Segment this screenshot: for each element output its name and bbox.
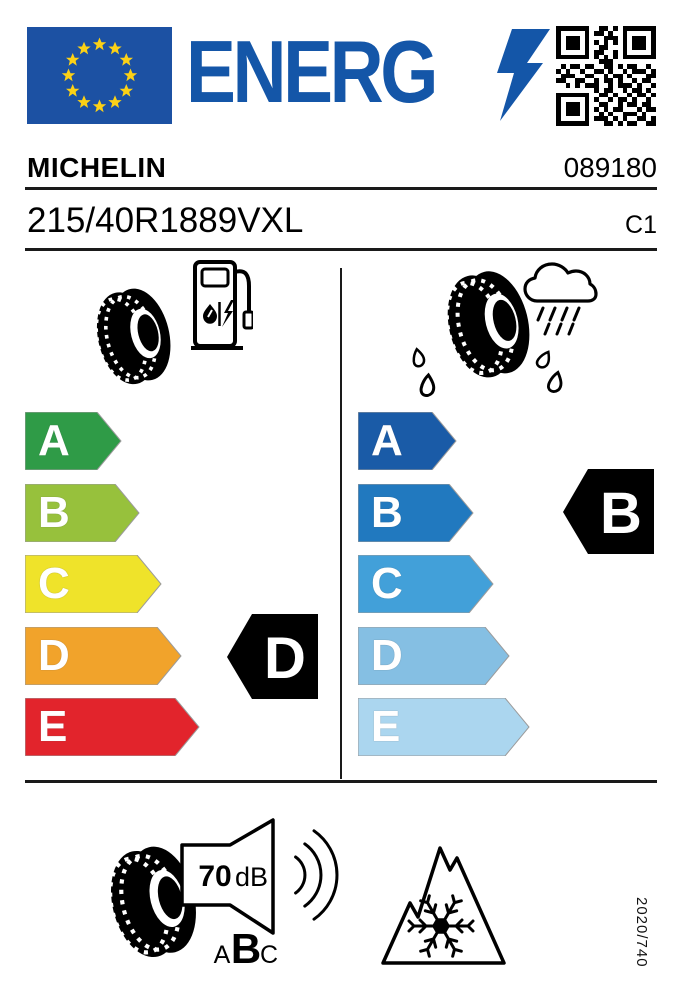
- class-letter: D: [371, 631, 403, 680]
- wet-class-row-a: [358, 412, 458, 470]
- brand-name: MICHELIN: [27, 152, 167, 183]
- class-letter: A: [38, 416, 70, 465]
- column-divider: [340, 268, 342, 779]
- wet-selected-class: B: [600, 481, 642, 546]
- noise-speaker-icon: [178, 812, 350, 970]
- class-letter: E: [38, 702, 68, 751]
- tire-dimensions: 215/40R1889VXL: [27, 201, 304, 240]
- sound-waves-icon: [296, 831, 337, 919]
- three-peak-mountain-snowflake-icon: [380, 842, 507, 966]
- fuel-class-row-d: [25, 627, 183, 685]
- class-letter: E: [371, 702, 401, 751]
- tire-icon: [90, 278, 180, 395]
- tire-class: C1: [625, 211, 657, 239]
- class-letter: A: [371, 416, 403, 465]
- divider-line: [25, 780, 657, 783]
- wet-class-indicator: [563, 469, 655, 555]
- qr-code: [556, 26, 656, 126]
- wet-class-row-e: [358, 698, 531, 756]
- class-letter: B: [371, 488, 403, 537]
- regulation-number: 2020/740: [633, 897, 650, 968]
- noise-db-unit: dB: [235, 862, 269, 892]
- eu-flag-icon: [27, 27, 172, 124]
- wet-class-row-d: [358, 627, 511, 685]
- article-number: 089180: [563, 152, 657, 183]
- fuel-class-row-a: [25, 412, 123, 470]
- fuel-class-row-e: [25, 698, 201, 756]
- divider-line: [25, 187, 657, 190]
- class-letter: C: [38, 559, 70, 608]
- fuel-class-indicator: [227, 614, 319, 700]
- fuel-class-row-c: [25, 555, 163, 613]
- noise-db-value: 70: [198, 860, 232, 893]
- wet-class-row-b: [358, 484, 475, 542]
- noise-class-b-selected: B: [230, 925, 262, 970]
- wet-class-row-c: [358, 555, 495, 613]
- lightning-bolt-icon: [496, 29, 552, 121]
- fuel-pump-icon: [189, 256, 253, 356]
- noise-class-c: C: [259, 941, 279, 969]
- class-letter: C: [371, 559, 403, 608]
- divider-line: [25, 248, 657, 251]
- fuel-class-row-b: [25, 484, 141, 542]
- rain-cloud-icon: [517, 258, 601, 336]
- energ-wordmark: ENERG: [186, 22, 436, 121]
- fuel-selected-class: D: [264, 626, 306, 691]
- class-letter: B: [38, 488, 70, 537]
- class-letter: D: [38, 631, 70, 680]
- noise-class-a: A: [213, 941, 231, 969]
